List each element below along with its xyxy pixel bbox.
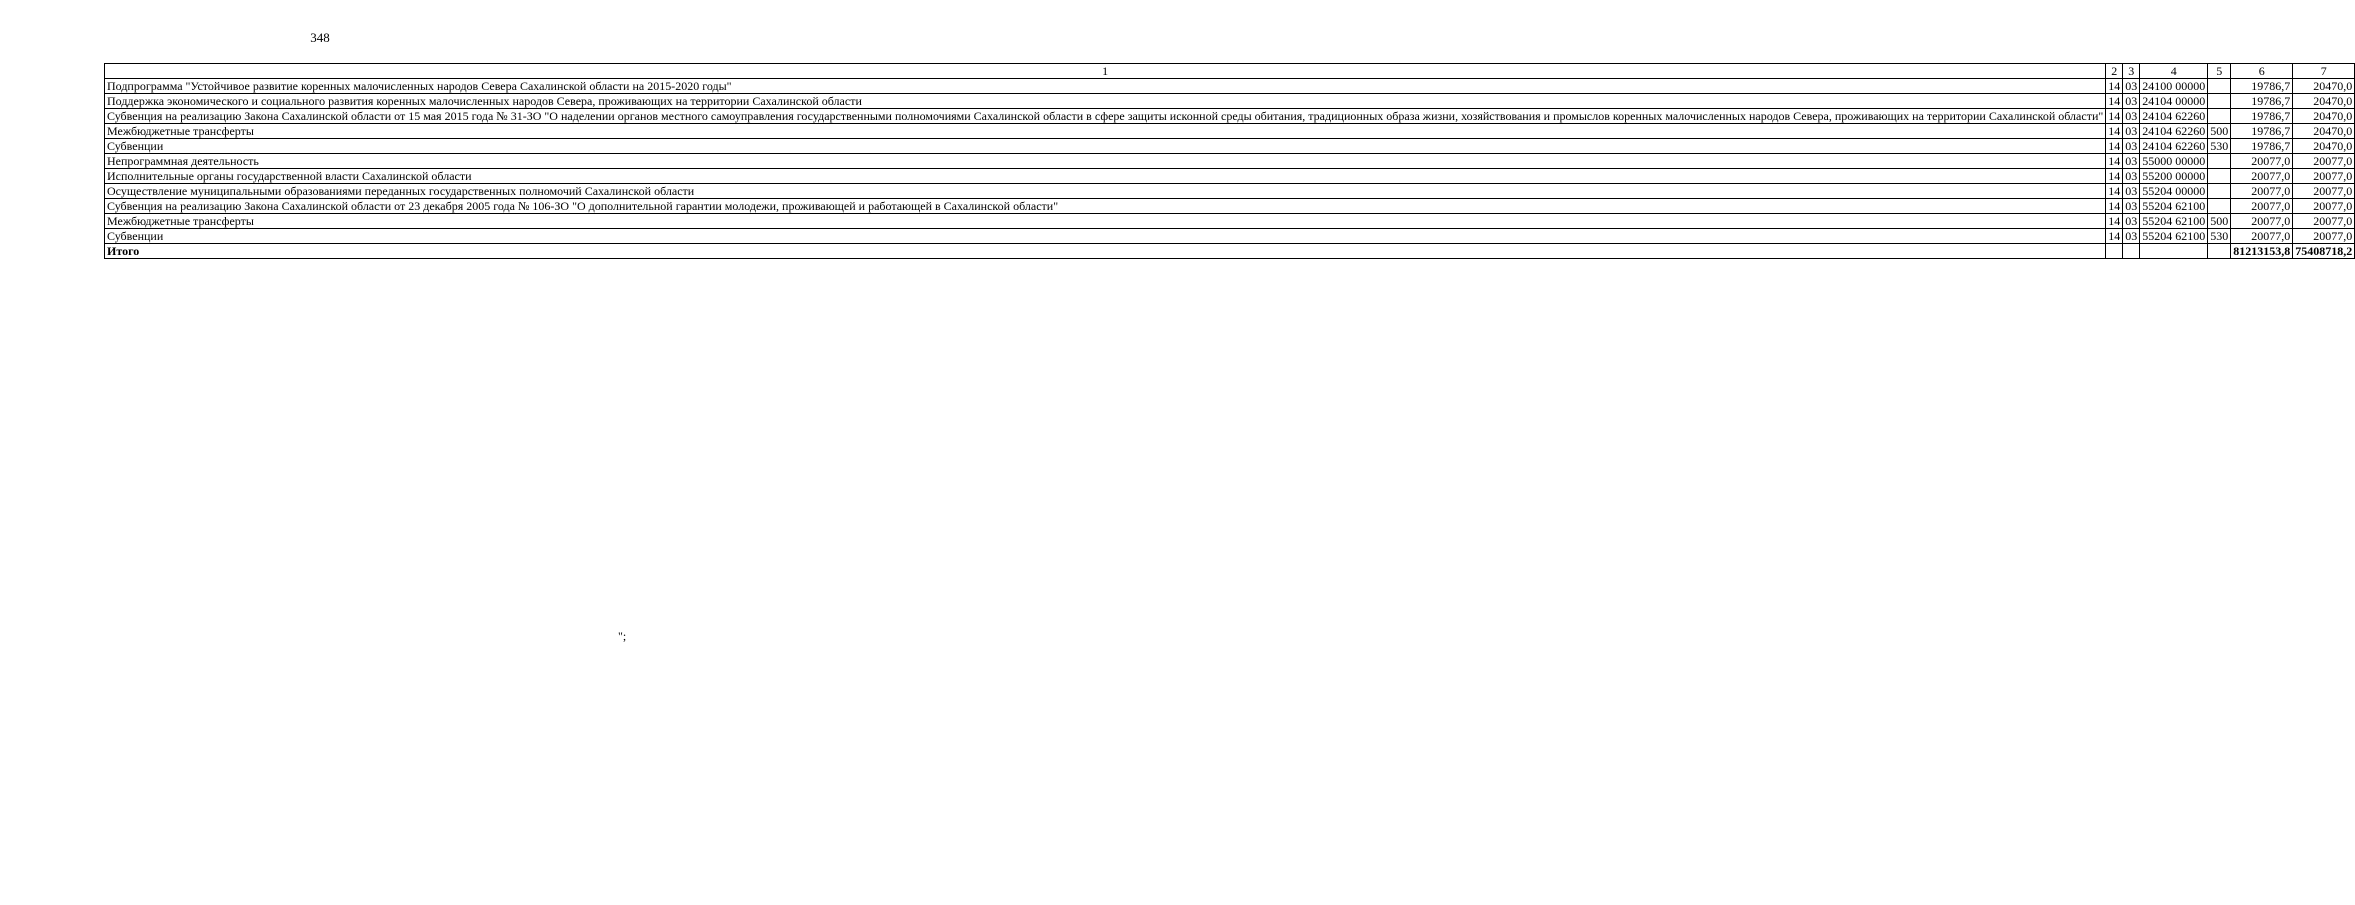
header-cell-2: 2	[2106, 64, 2123, 79]
row-subsection: 03	[2123, 124, 2140, 139]
row-section: 14	[2106, 94, 2123, 109]
row-name: Поддержка экономического и социального развития коренных малочисленных народов Севера, проживающих на территории Сахалинской области	[105, 94, 2106, 109]
page-number: 348	[310, 30, 330, 45]
row-subsection: 03	[2123, 184, 2140, 199]
table-row	[105, 184, 2355, 199]
row-section: 14	[2106, 214, 2123, 229]
row-name: Субвенция на реализацию Закона Сахалинской области от 23 декабря 2005 года № 106-ЗО "О дополнительной гарантии молодежи, проживающей и работающей в Сахалинской области"	[105, 199, 2106, 214]
table-row	[105, 229, 2355, 244]
row-amount-7: 20470,0	[2293, 94, 2355, 109]
row-amount-6: 20077,0	[2231, 199, 2293, 214]
row-expense-type	[2208, 79, 2231, 94]
row-target-code: 24104 62260	[2140, 139, 2208, 154]
header-cell-1: 1	[105, 64, 2106, 79]
table-row	[105, 79, 2355, 94]
row-subsection: 03	[2123, 109, 2140, 124]
row-section: 14	[2106, 229, 2123, 244]
row-amount-6: 20077,0	[2231, 214, 2293, 229]
closing-quote-mark: ";	[618, 629, 627, 643]
row-amount-7: 20470,0	[2293, 79, 2355, 94]
row-name: Субвенции	[105, 229, 2106, 244]
row-name: Субвенции	[105, 139, 2106, 154]
row-amount-7: 20470,0	[2293, 109, 2355, 124]
header-cell-4: 4	[2140, 64, 2208, 79]
row-subsection: 03	[2123, 199, 2140, 214]
row-target-code: 55204 62100	[2140, 214, 2208, 229]
row-subsection: 03	[2123, 154, 2140, 169]
row-subsection: 03	[2123, 139, 2140, 154]
table-row	[105, 154, 2355, 169]
row-amount-7: 20077,0	[2293, 214, 2355, 229]
row-amount-7: 20077,0	[2293, 184, 2355, 199]
row-section: 14	[2106, 139, 2123, 154]
total-empty-3	[2123, 244, 2140, 259]
header-cell-3: 3	[2123, 64, 2140, 79]
row-expense-type	[2208, 109, 2231, 124]
row-expense-type	[2208, 154, 2231, 169]
row-section: 14	[2106, 199, 2123, 214]
table-row	[105, 109, 2355, 124]
row-name: Непрограммная деятельность	[105, 154, 2106, 169]
table-row	[105, 214, 2355, 229]
row-subsection: 03	[2123, 229, 2140, 244]
row-name: Подпрограмма "Устойчивое развитие коренных малочисленных народов Севера Сахалинской области на 2015-2020 годы"	[105, 79, 2106, 94]
header-cell-7: 7	[2293, 64, 2355, 79]
row-amount-7: 20077,0	[2293, 169, 2355, 184]
row-expense-type	[2208, 169, 2231, 184]
table-row	[105, 124, 2355, 139]
row-amount-6: 19786,7	[2231, 94, 2293, 109]
row-target-code: 55000 00000	[2140, 154, 2208, 169]
total-empty-2	[2106, 244, 2123, 259]
row-amount-7: 20470,0	[2293, 139, 2355, 154]
row-expense-type	[2208, 184, 2231, 199]
row-target-code: 55204 62100	[2140, 199, 2208, 214]
row-section: 14	[2106, 124, 2123, 139]
row-section: 14	[2106, 169, 2123, 184]
row-expense-type: 500	[2208, 124, 2231, 139]
row-section: 14	[2106, 109, 2123, 124]
row-name: Исполнительные органы государственной власти Сахалинской области	[105, 169, 2106, 184]
row-amount-6: 20077,0	[2231, 154, 2293, 169]
row-target-code: 24100 00000	[2140, 79, 2208, 94]
row-name: Межбюджетные трансферты	[105, 124, 2106, 139]
row-name: Субвенция на реализацию Закона Сахалинской области от 15 мая 2015 года № 31-ЗО "О наделении органов местного самоуправления государственными полномочиями Сахалинской области в сфере защиты исконной среды обитания, традиционных образа жизни, хозяйствования и промыслов коренных малочисленных народов Севера, проживающих на территории Сахалинской области"	[105, 109, 2106, 124]
row-target-code: 24104 62260	[2140, 109, 2208, 124]
row-amount-6: 20077,0	[2231, 229, 2293, 244]
total-amount-7: 75408718,2	[2293, 244, 2355, 259]
total-empty-5	[2208, 244, 2231, 259]
table-row	[105, 94, 2355, 109]
table-row	[105, 139, 2355, 154]
row-expense-type: 530	[2208, 229, 2231, 244]
row-section: 14	[2106, 184, 2123, 199]
row-amount-6: 20077,0	[2231, 169, 2293, 184]
total-label: Итого	[105, 244, 2106, 259]
row-amount-7: 20470,0	[2293, 124, 2355, 139]
row-target-code: 55204 62100	[2140, 229, 2208, 244]
row-expense-type: 530	[2208, 139, 2231, 154]
row-amount-6: 19786,7	[2231, 109, 2293, 124]
row-target-code: 24104 00000	[2140, 94, 2208, 109]
row-subsection: 03	[2123, 214, 2140, 229]
total-amount-6: 81213153,8	[2231, 244, 2293, 259]
row-subsection: 03	[2123, 169, 2140, 184]
header-cell-6: 6	[2231, 64, 2293, 79]
table-row	[105, 169, 2355, 184]
header-row	[105, 64, 2355, 79]
row-amount-6: 19786,7	[2231, 79, 2293, 94]
row-section: 14	[2106, 79, 2123, 94]
row-target-code: 55200 00000	[2140, 169, 2208, 184]
row-amount-7: 20077,0	[2293, 229, 2355, 244]
budget-table	[104, 63, 2355, 259]
row-name: Осуществление муниципальными образованиями переданных государственных полномочий Сахалинской области	[105, 184, 2106, 199]
total-row	[105, 244, 2355, 259]
total-empty-4	[2140, 244, 2208, 259]
row-target-code: 55204 00000	[2140, 184, 2208, 199]
row-expense-type: 500	[2208, 214, 2231, 229]
row-subsection: 03	[2123, 94, 2140, 109]
row-target-code: 24104 62260	[2140, 124, 2208, 139]
header-cell-5: 5	[2208, 64, 2231, 79]
row-expense-type	[2208, 94, 2231, 109]
table-row	[105, 199, 2355, 214]
row-amount-7: 20077,0	[2293, 199, 2355, 214]
row-subsection: 03	[2123, 79, 2140, 94]
row-amount-6: 20077,0	[2231, 184, 2293, 199]
row-name: Межбюджетные трансферты	[105, 214, 2106, 229]
row-amount-6: 19786,7	[2231, 139, 2293, 154]
row-expense-type	[2208, 199, 2231, 214]
row-amount-6: 19786,7	[2231, 124, 2293, 139]
row-amount-7: 20077,0	[2293, 154, 2355, 169]
row-section: 14	[2106, 154, 2123, 169]
